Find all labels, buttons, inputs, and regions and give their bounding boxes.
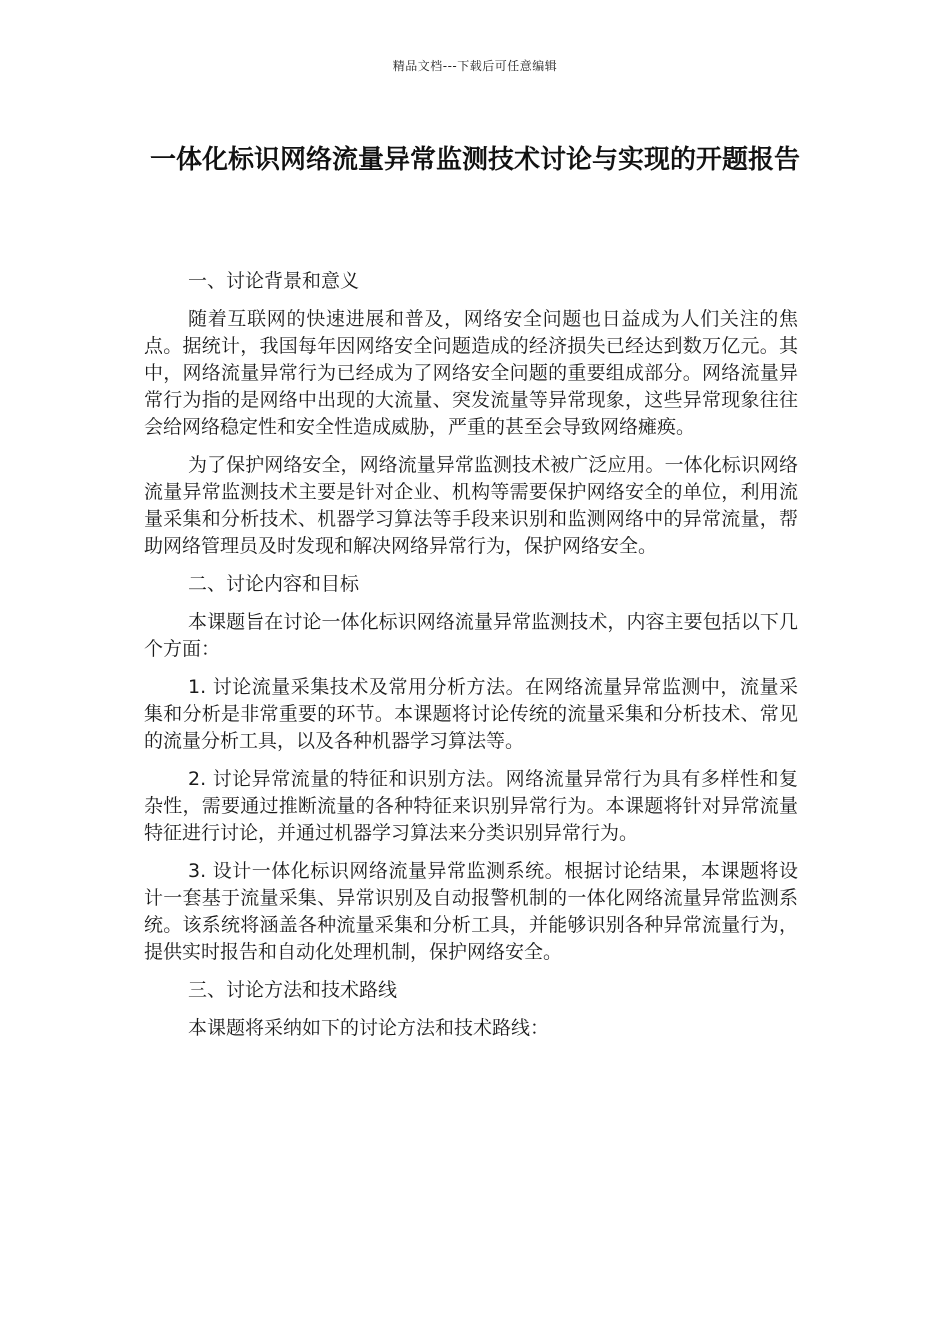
- list-item-2: 2. 讨论异常流量的特征和识别方法。网络流量异常行为具有多样性和复杂性，需要通过推断流量的各种特征来识别异常行为。本课题将针对异常流量特征进行讨论，并通过机器学习算法来分类识别异常行为。: [144, 768, 798, 844]
- list-item-3: 3. 设计一体化标识网络流量异常监测系统。根据讨论结果，本课题将设计一套基于流量采集、异常识别及自动报警机制的一体化网络流量异常监测系统。该系统将涵盖各种流量采集和分析工具，并能够识别各种异常流量行为，提供实时报告和自动化处理机制，保护网络安全。: [144, 860, 798, 963]
- section-heading-method: 三、讨论方法和技术路线: [188, 979, 398, 1001]
- list-item-1: 1. 讨论流量采集技术及常用分析方法。在网络流量异常监测中，流量采集和分析是非常重要的环节。本课题将讨论传统的流量采集和分析技术、常见的流量分析工具，以及各种机器学习算法等。: [144, 676, 798, 752]
- paragraph-content-intro: 本课题旨在讨论一体化标识网络流量异常监测技术，内容主要包括以下几个方面：: [144, 611, 798, 660]
- section-heading-content: 二、讨论内容和目标: [188, 573, 360, 595]
- paragraph-background-2: 为了保护网络安全，网络流量异常监测技术被广泛应用。一体化标识网络流量异常监测技术主要是针对企业、机构等需要保护网络安全的单位，利用流量采集和分析技术、机器学习算法等手段来识别和监测网络中的异常流量，帮助网络管理员及时发现和解决网络异常行为，保护网络安全。: [144, 454, 798, 557]
- document-title: 一体化标识网络流量异常监测技术讨论与实现的开题报告: [149, 145, 800, 175]
- paragraph-method-intro: 本课题将采纳如下的讨论方法和技术路线：: [188, 1017, 550, 1039]
- header-note: 精品文档---下载后可任意编辑: [392, 59, 558, 73]
- paragraph-background-1: 随着互联网的快速进展和普及，网络安全问题也日益成为人们关注的焦点。据统计，我国每年因网络安全问题造成的经济损失已经达到数万亿元。其中，网络流量异常行为已经成为了网络安全问题的重要组成部分。网络流量异常行为指的是网络中出现的大流量、突发流量等异常现象，这些异常现象往往会给网络稳定性和安全性造成威胁，严重的甚至会导致网络瘫痪。: [144, 308, 798, 438]
- document-body: [144, 268, 798, 1053]
- section-heading-background: 一、讨论背景和意义: [188, 270, 360, 292]
